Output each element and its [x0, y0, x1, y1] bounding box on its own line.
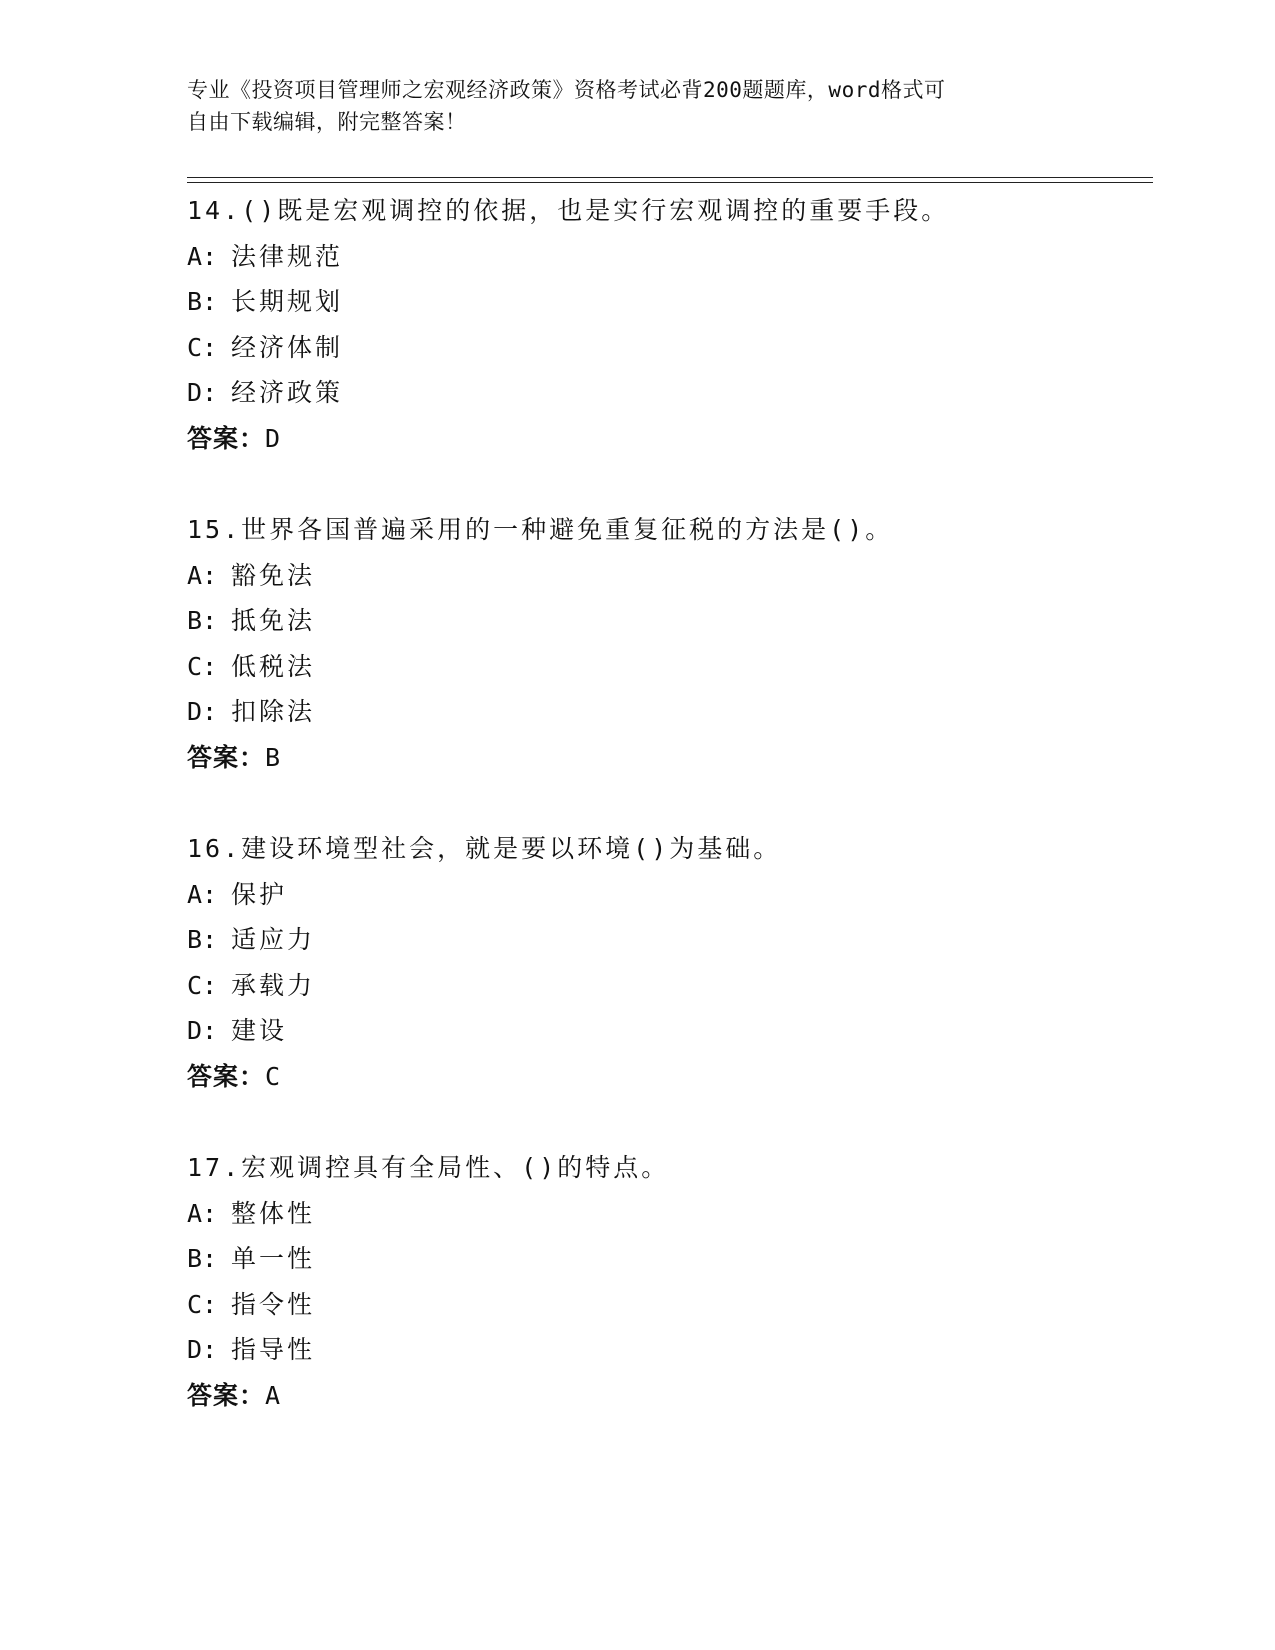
option-c — [187, 644, 1153, 690]
option-c — [187, 325, 1153, 371]
option-text: 单一性 — [231, 1244, 316, 1273]
question-17 — [187, 1145, 1153, 1418]
option-text: 经济体制 — [231, 332, 344, 362]
option-a — [187, 1191, 1153, 1237]
option-label: C: — [187, 332, 218, 362]
option-label: A: — [187, 241, 218, 271]
option-text: 适应力 — [231, 925, 316, 954]
option-label: B: — [187, 1244, 218, 1273]
option-label: D: — [187, 697, 218, 726]
option-c — [187, 963, 1153, 1009]
question-14 — [187, 188, 1153, 461]
answer — [187, 1373, 1153, 1419]
question-text: 14.()既是宏观调控的依据，也是实行宏观调控的重要手段。 — [187, 196, 950, 225]
option-text: 指导性 — [231, 1335, 316, 1364]
answer-label: 答案： — [187, 742, 266, 772]
option-label: B: — [187, 925, 218, 954]
option-d — [187, 1327, 1153, 1373]
option-text: 法律规范 — [231, 241, 344, 271]
option-label: C: — [187, 1289, 218, 1319]
answer — [187, 735, 1153, 781]
option-label: A: — [187, 1198, 218, 1228]
option-c — [187, 1282, 1153, 1328]
option-label: A: — [187, 879, 218, 909]
answer-value: B — [265, 742, 281, 772]
header-divider-bottom — [187, 182, 1153, 183]
question-16 — [187, 826, 1153, 1099]
question-15 — [187, 507, 1153, 780]
option-a — [187, 872, 1153, 918]
option-label: D: — [187, 378, 218, 407]
question-text: 15.世界各国普遍采用的一种避免重复征税的方法是()。 — [187, 515, 894, 544]
option-text: 长期规划 — [231, 287, 344, 316]
option-text: 建设 — [231, 1016, 288, 1045]
option-text: 保护 — [231, 879, 288, 909]
option-text: 扣除法 — [231, 697, 316, 726]
option-d — [187, 1008, 1153, 1054]
option-b — [187, 598, 1153, 644]
option-b — [187, 1236, 1153, 1282]
document-header — [187, 74, 1087, 138]
option-text: 整体性 — [231, 1198, 316, 1228]
answer-label: 答案： — [187, 1380, 266, 1410]
header-line-1: 专业《投资项目管理师之宏观经济政策》资格考试必背200题题库，word格式可 — [187, 78, 946, 102]
option-label: D: — [187, 1335, 218, 1364]
answer-label: 答案： — [187, 1061, 266, 1091]
option-d — [187, 370, 1153, 416]
option-text: 承载力 — [231, 970, 316, 1000]
answer-value: D — [265, 423, 281, 453]
answer — [187, 1054, 1153, 1100]
option-a — [187, 234, 1153, 280]
option-text: 经济政策 — [231, 378, 344, 407]
option-text: 指令性 — [231, 1289, 316, 1319]
option-text: 低税法 — [231, 651, 316, 681]
option-label: C: — [187, 970, 218, 1000]
option-label: B: — [187, 287, 218, 316]
answer-value: A — [265, 1380, 281, 1410]
option-text: 抵免法 — [231, 606, 316, 635]
header-divider-top — [187, 177, 1153, 178]
option-a — [187, 553, 1153, 599]
option-d — [187, 689, 1153, 735]
question-list — [187, 188, 1153, 1464]
question-text: 17.宏观调控具有全局性、()的特点。 — [187, 1153, 670, 1182]
answer-label: 答案： — [187, 423, 266, 453]
option-b — [187, 917, 1153, 963]
option-label: D: — [187, 1016, 218, 1045]
answer-value: C — [265, 1061, 281, 1091]
header-line-2: 自由下载编辑，附完整答案！ — [187, 110, 467, 134]
option-label: B: — [187, 606, 218, 635]
answer — [187, 416, 1153, 462]
option-label: A: — [187, 560, 218, 590]
question-text: 16.建设环境型社会，就是要以环境()为基础。 — [187, 834, 782, 863]
option-label: C: — [187, 651, 218, 681]
option-text: 豁免法 — [231, 560, 316, 590]
option-b — [187, 279, 1153, 325]
